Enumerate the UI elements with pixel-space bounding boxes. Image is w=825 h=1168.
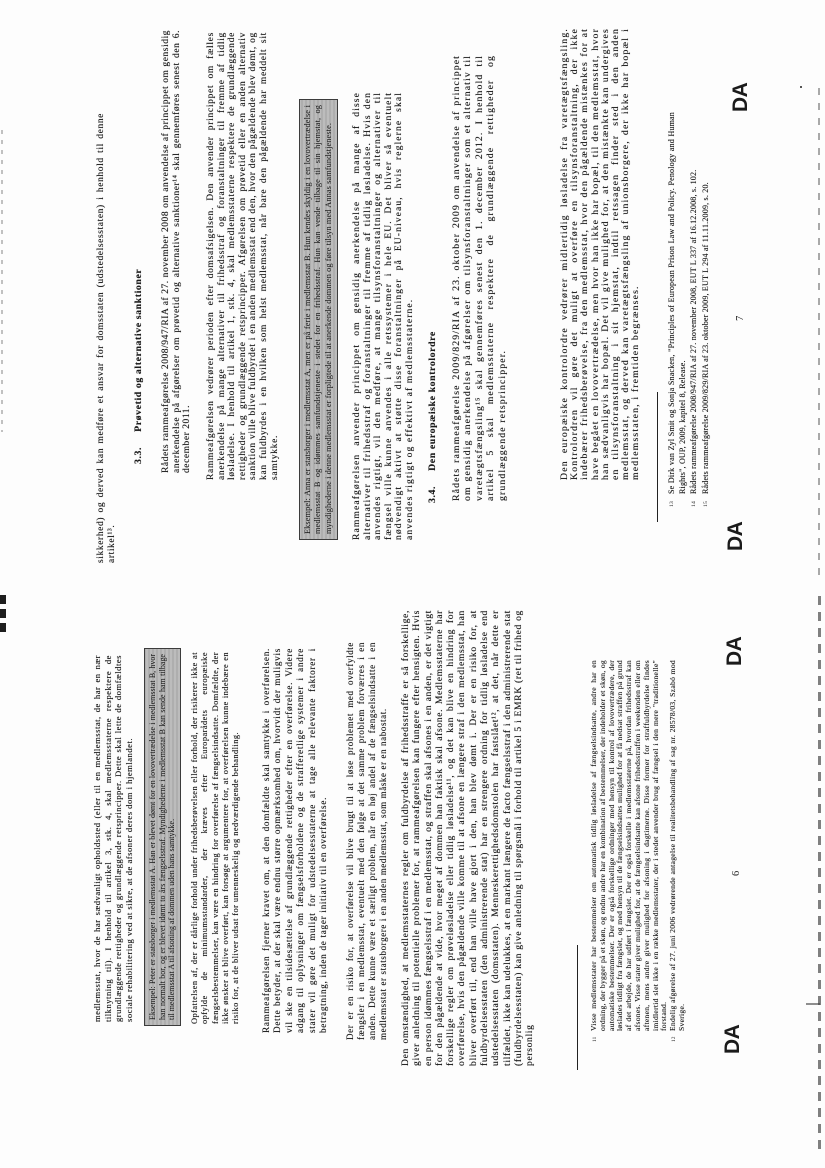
- paragraph: Rådets rammeafgørelse 2008/947/RIA af 27. november 2008 om anvendelse af princippet om gensidig anerkendelse på afgørelser om prøvetid og alternative sanktioner¹⁴ skal gennemføres senest den 6. december 2011.: [161, 30, 193, 473]
- scan-dot-artifact: [800, 86, 802, 88]
- scan-dash-artifact: [806, 1003, 820, 1005]
- paragraph: Rådets rammeafgørelse 2009/829/RIA af 23. oktober 2009 om anvendelse af princippet om gensidig anerkendelse på afgørelser om tilsynsforanstaltninger som et alternativ til varetægtsfængsling¹⁵ skal gennemføres senest den 1. december 2012. I henhold til artikel 5 skal medlemsstaterne respektere de grundlæggende rettigheder og grundlæggende retsprincipper.: [451, 55, 508, 501]
- language-marker: DA: [721, 1024, 744, 1054]
- example-box: Eksempel: Peter er statsborger i medlemsstat A. Han er blevet dømt for en lovovertrædelse i medlemsstat B, hvor han normalt bor, og er blevet idømt to års fængselsstraf. Myndighederne i medlemsstat B kan sende ham tilbage til medlemsstat A til afsoning af dommen uden hans samtykke.: [144, 648, 522, 685]
- footnote: [669, 660, 687, 1042]
- footnote-block: [666, 112, 825, 507]
- paragraph: Den omstændighed, at medlemsstaternes regler om fuldbyrdelse af frihedsstraffe er så forskellige, giver anledning til potentielle problemer for, at rammeafgørelsen kan fungere efter hensigten. Hvis en person idømmes fængselsstraf i en medlemsstat, og straffen skal afsones i en anden, er det vigtigt for den pågældende at vide, hvor meget af dommen han faktisk skal afsone. Medlemsstaterne har forskellige regler om prøveløsladelse eller tidlig løsladelse¹¹, og det kan blive en hindring for overførelse, hvis den pågældende ville komme til at afsone en længere straf i den medlemsstat, han bliver overført til, end han ville have gjort i den, han blev dømt i. Der er en risiko for, at fuldbyrdelsesstaten (den administrerende stat) har en strengere ordning for tidlig løsladelse end udstedelsesstaten (domsstaten). Menneskerettighedsdomstolen har fastslået¹², at det, når dette er tilfældet, ikke kan udelukkes, at en markant længere de facto fængselsstraf i den administrerende stat (fuldbyrdelsesstaten) kan give anledning til spørgsmål i forhold til artikel 5 i EMRK (ret til frihed og personlig: [400, 610, 536, 1066]
- language-marker: DA: [729, 82, 752, 112]
- section-number: 3.4.: [427, 485, 438, 503]
- language-marker: DA: [724, 521, 747, 551]
- footnote-block: [589, 660, 825, 1042]
- paragraph-continuation: sikkerhed) og derved kan medføre et ansvar for domsstaten (udstedelsesstaten) i henhold til denne artikel¹³.: [96, 113, 117, 563]
- language-marker: DA: [723, 636, 746, 666]
- section-title: Den europæiske kontrolordre: [427, 331, 438, 471]
- footnote-text: Visse medlemsstater har bestemmelser om automatisk tidlig løsladelse af fængselsindsatte, andre har en ordning, der bygger på et skøn, og endnu andre har en kombination af bestemmelser, der indeholder et skøn, og automatiske bestemmelser. Der er også forskellige ordninger med hensyn til kontrol af lovovertrædere, der løslades tidligt fra fængslet, og med hensyn til de fængselsindsattes mulighed for at få nedsat straffen på grund af det arbejde, de har udført i fængslet. Der er også forskelle i medlemsstaterne på, hvordan frihedsstraf kan afsones. Visse stater giver mulighed for, at de fængselsindsatte kan afsone frihedsstraffen i weekenden eller om aftenen, mens andre giver mulighed for afsoning i dagtimerne. Disse former for straffuldbyrdelse findes imidlertid slet ikke i en række medlemsstater, der i stedet anvender brug af fængsel i den mere "traditionelle" forstand.: [589, 660, 669, 1031]
- page-number: 6: [731, 870, 742, 876]
- footnote-text: Rådets rammeafgørelse 2008/947/RIA af 27. november 2008, EUT L 337 af 16.12.2008, s. 102.: [689, 169, 698, 494]
- footnote: [590, 660, 669, 1042]
- footnote: [666, 112, 688, 507]
- paragraph: Den europæiske kontrolordre vedrører midlertidig løsladelse fra varetægtsfængsling. Kontrolordren vil gøre det muligt at overføre en tilsynsforanstaltning, der ikke indebærer frihedsberøvelse, fra den medlemsstat, hvor den pågældende mistænkes for at have begået en lovovertrædelse, men hvor han ikke har bopæl, til den medlemsstat, hvor han sædvanligvis har bopæl. Det vil give mulighed for, at den mistænkte kan undergives en tilsynsforanstaltning i sit hjemstat, indtil retssagen finder sted i den anden medlemsstat, og derved kan varetægtsfængsling af unionsborgere, der ikke har bopæl i medlemsstaten, i fremtiden begrænses.: [559, 28, 642, 480]
- footnote-marker: 14: [691, 501, 697, 507]
- paragraph: Rammeafgørelsen vedrører perioden efter domsafsigelsen. Den anvender princippet om fælles anerkendelse på mange alternativer til frihedsstraf og foranstaltninger til fremme af tidlig løsladelse. I henhold til artikel 1, stk. 4, skal medlemsstaterne respektere de grundlæggende rettigheder og grundlæggende retsprincipper. Afgørelsen om prøvetid eller en anden alternativ sanktion ville blive fuldbyrdet i en anden medlemsstat end den, hvor den pågældende blev dømt, og kan fuldbyrdes i en hvilken som helst medlemsstat, når bare den pågældende har meddelt sit samtykke.: [206, 32, 280, 480]
- paragraph: Opfattelsen af, der er dårlige forhold under frihedsberøvelsen eller forhold, der risikerer ikke at opfylde de minimumsstandarder, der kræves efter Europarådets europæiske fængselsbestemmelser, kan være en hindring for overførelse af fængselsindsatte. Domfældte, der ikke ønsker at blive overført, kan forsøge at argumentere for, at overførelsen kunne indebære en risiko for, at de bliver udsat for umenneskelig og nedværdigende behandling.: [190, 652, 241, 1024]
- scan-blob-artifact: [0, 595, 6, 635]
- paragraph-continuation: medlemsstat, hvor de har sædvanligt opholdssted (eller til en medlemsstat, de har en nær tilknytning til). I henhold til artikel 3, stk. 4, skal medlemsstaterne respektere de grundlæggende rettigheder og grundlæggende retsprincipper. Dette skal lette de domfældtes sociale rehabilitering ved at sikre, at de afsoner deres dom i hjemlandet.: [92, 655, 134, 1022]
- paragraph: Der er en risiko for, at overførelse vil blive brugt til at løse problemet med overfyldte fængsler i en medlemsstat, eventuelt med den følge at det samme problem forværres i en anden. Dette kunne være et særligt problem, når en høj andel af de fængselsindsatte i en medlemsstat er statsborgere i en anden medlemsstat, som måske er en nabostat.: [345, 642, 388, 1040]
- scan-edge-artifact: [1, 130, 3, 432]
- footnote: [688, 112, 700, 507]
- footnote: [700, 112, 712, 507]
- footnote-marker: 15: [703, 501, 709, 507]
- paragraph: Rammeafgørelsen anvender princippet om gensidig anerkendelse på mange af disse alternativer til frihedsstraf og foranstaltninger til fremme af tidlig løsladelse. Hvis den anvendes rigtigt, vil den medføre, at mange tilsynsforanstaltninger og alternativer til fængsel ville kunne anvendes i alle retssystemer i hele EU. Det bliver så eventuelt nødvendigt aktivt at støtte disse foranstaltninger på EU-niveau, hvis reglerne skal anvendes rigtigt og effektivt af medlemsstaterne.: [351, 92, 415, 540]
- footnote-text: Se Dirk van Zyl Smit og Sonja Snacken, "Principles of European Prison Law and Policy. Penology and Human Rights", OUP, 2009, kapitel 8, Release.: [667, 112, 687, 494]
- section-number: 3.3.: [133, 446, 144, 464]
- section-title: Prøvetid og alternative sanktioner: [133, 268, 144, 432]
- footnote-marker: 12: [671, 1036, 678, 1042]
- paragraph: Rammeafgørelsen fjerner kravet om, at den domfældte skal samtykke i overførelsen. Dette betyder, at der skal være endnu større opmærksomhed om, hvorvidt der muligvis vil ske en tilsidesættelse af grundlæggende rettigheder efter en overførelse. Videre adgang til oplysninger om fængselsforholdene og de strafferetlige systemer i andre stater vil gøre det muligt for udstedelsesstaterne at tage alle relevante faktorer i betragtning, inden de tager initiativ til en overførelse.: [261, 648, 329, 1033]
- page-number: 7: [735, 315, 746, 321]
- scan-edge-artifact: [818, 88, 820, 575]
- example-box: Eksempel: Anna er statsborger i medlemsstat A, men er på ferie i medlemsstat B. Hun kendes skyldig i en lovovertrædelse i medlemsstat B og idømmes samfundstjeneste i stedet for en frihedsstraf. Hun kan vende tilbage til sin hjemstat, og myndighederne i denne medlemsstat er forpligtede til at anerkende dommen og føre tilsyn med Annas samfundstjeneste.: [299, 99, 740, 138]
- footnote-marker: 11: [592, 1036, 598, 1042]
- footnote-marker: 13: [669, 501, 675, 507]
- footnote-text: Endelig afgørelse af 27. juni 2006 vedrørende antagelse til realitetsbehandling af sag nr. 28578/03, Szabó mod Sverige.: [668, 660, 686, 1031]
- scan-edge-artifact: [818, 596, 821, 1154]
- footnote-text: Rådets rammeafgørelse 2009/829/RIA af 23. oktober 2009, EUT L 294 af 11.11.2009, s. 20.: [701, 182, 710, 494]
